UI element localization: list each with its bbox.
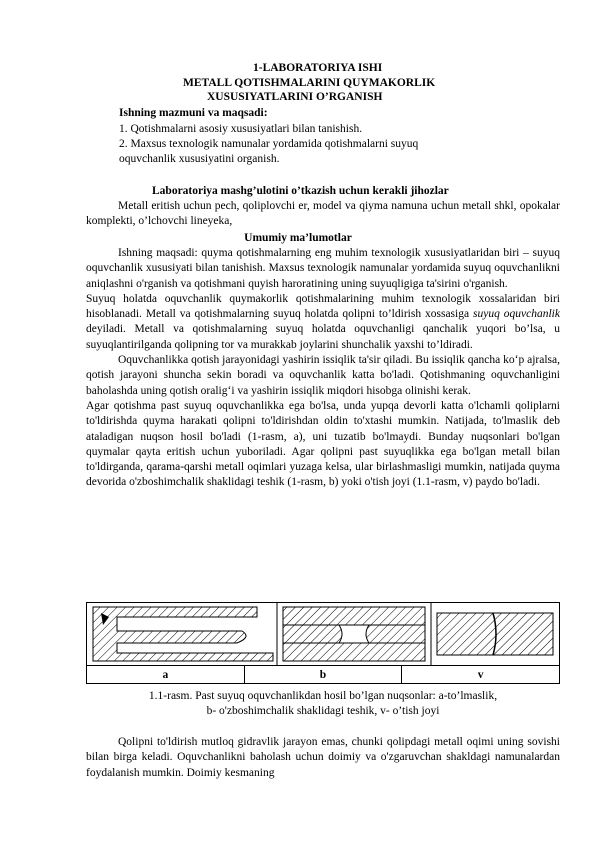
figure-b-hole	[283, 607, 425, 661]
paragraph-2-text-a: Suyuq holatda oquvchanlik quymakorlik qotishmalarining muhim texnologik xossalaridan biri hisoblanadi. Metall va qotishmalarning suyuq holatda qolipni to’ldirish xossasiga	[86, 292, 560, 321]
general-body	[86, 246, 560, 491]
figure-defects-drawing	[87, 603, 559, 665]
aim-item-2b: oquvchanlik xususiyatini organish.	[119, 153, 280, 165]
paragraph-2	[86, 292, 560, 353]
figure-labels	[87, 665, 559, 684]
figure-1-1	[86, 602, 560, 684]
equipment-text: Metall eritish uchun pech, qoliplovchi er, model va qiyma namuna uchun metall shkl, opokalar komplekti, o’lchovchi lineyeka,	[86, 200, 560, 228]
equipment-heading: Laboratoriya mashg’ulotini o’tkazish uchun kerakli jihozlar	[152, 185, 449, 197]
figure-label-b: b	[244, 666, 402, 684]
paragraph-2-term: suyuq oquvchanlik	[473, 308, 560, 321]
closing-paragraph: Qolipni to'ldirish mutloq gidravlik jarayon emas, chunki qolipdagi metall oqimi uning sovishi bilan birga keladi. Oquvchanlikni baholash uchun doimiy va o'zgaruvchan shakldagi namunalardan foydalanish mumkin. Doimiy kesmaning	[86, 736, 560, 779]
paragraph-2-text-b: deyiladi. Metall va qotishmalarning suyuq holatda oquvchanligi qanchalik yuqori bo’lsa, u suyuqlantirilganda qolipning tor va murakkab joylarini shunchalik yaxshi to’ldiradi.	[86, 323, 560, 351]
paragraph-1: Ishning maqsadi: quyma qotishmalarning eng muhim texnologik xususiyatlaridan biri – suyuq oquvchanlik xususiyati bilan tanishish. Maxsus texnologik namunalar yordamida suyuq oquvchanlikni aniqlashni o'rganish va qotishmani quyish haroratining uning suyuqligiga ta'sirini o'rganish.	[86, 247, 560, 290]
figure-label-v: v	[401, 666, 559, 684]
paragraph-3: Oquvchanlikka qotish jarayonidagi yashirin issiqlik ta'sir qiladi. Bu issiqlik qancha ko‘p ajralsa, qotish jarayoni shuncha sekin boradi va oquvchanlik katta bo'ladi. Qotishmaning oquvchanligini baholashda uning qotish oralig‘i va yashirin issiqlik miqdori hisobga olinishi kerak.	[86, 354, 560, 397]
aim-item-1: 1. Qotishmalarni asosiy xususiyatlari bilan tanishish.	[119, 123, 363, 135]
figure-caption-line-1: 1.1-rasm. Past suyuq oquvchanlikdan hosil bo’lgan nuqsonlar: a-to’lmaslik,	[148, 690, 498, 702]
paragraph-4: Agar qotishma past suyuq oquvchanlikka ega bo'lsa, unda yupqa devorli katta o'lchamli qoliplarni to'ldirishda quyma harakati qolipni to'ldirishdan oldin to'xtashi mumkin. Natijada, to'lmaslik deb ataladigan nuqson hosil bo'ladi (1-rasm, a), uni tuzatib bo'lmaydi. Bunday nuqsonlari bo'lgan quymalar qayta eritish uchun yuboriladi. Agar qolipni past suyuqlikka ega bo'lgan metall bilan to'ldirganda, qarama-qarshi metall oqimlari yuzaga kelsa, ular birlashmasligi mumkin, natijada quyma devorida o'zboshimchalik shaklidagi teshik (1-rasm, b) yoki o'tish joyi (1.1-rasm, v) paydo bo'ladi.	[86, 399, 560, 489]
figure-v-cold-shut	[437, 613, 553, 655]
figure-a-misrun	[93, 607, 273, 661]
figure-caption-line-2: b- o'zboshimchalik shaklidagi teshik, v- o’tish joyi	[206, 705, 440, 717]
figure-label-a: a	[162, 669, 169, 681]
aim-item-2a: 2. Maxsus texnologik namunalar yordamida qotishmalarni suyuq	[119, 138, 419, 150]
aim-heading: Ishning mazmuni va maqsadi:	[119, 107, 268, 119]
title-line-1: 1-LABORATORIYA ISHI	[253, 62, 383, 74]
title-line-2: METALL QOTISHMALARINI QUYMAKORLIK	[183, 77, 436, 89]
general-heading: Umumiy ma’lumotlar	[244, 232, 352, 244]
title-line-3: XUSUSIYATLARINI O’RGANISH	[207, 91, 383, 103]
